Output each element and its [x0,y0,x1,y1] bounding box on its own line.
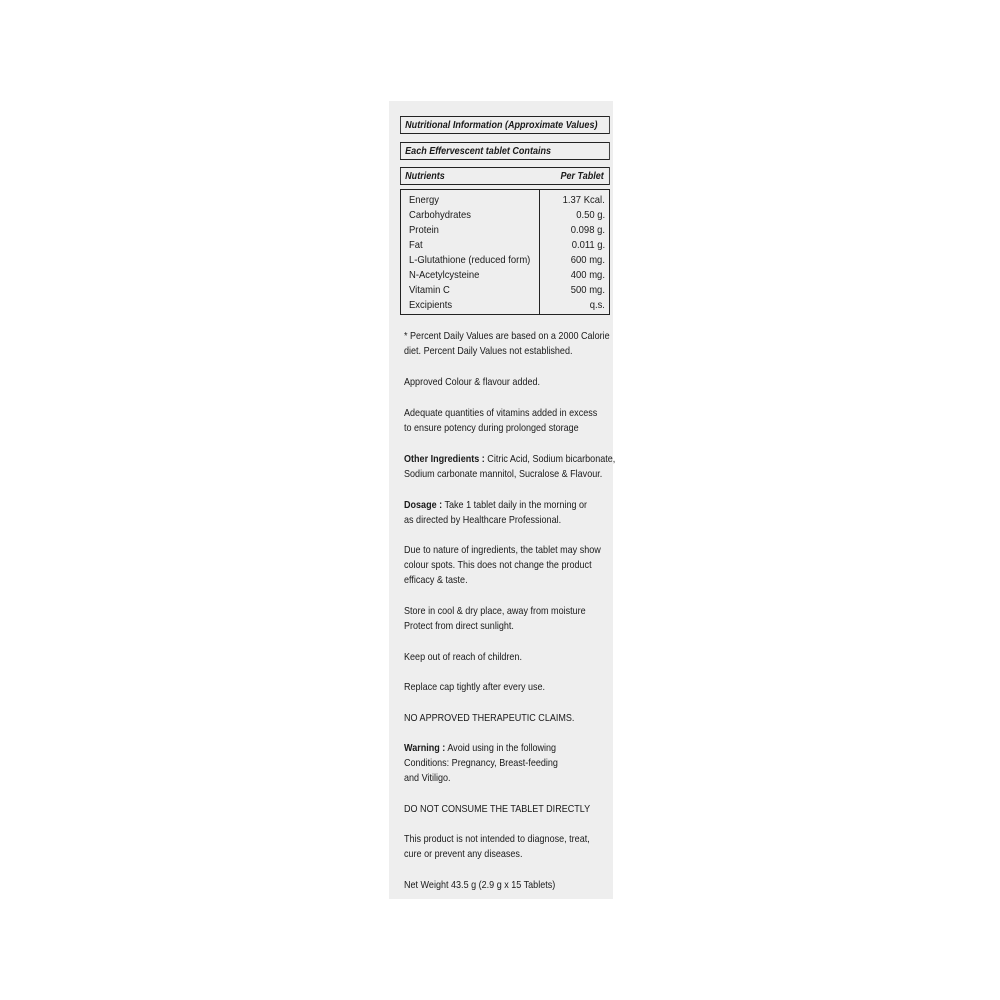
note-line: This product is not intended to diagnose, treat, [404,833,590,845]
net-weight [404,878,607,893]
table-row [401,208,609,223]
note-line: and Vitiligo. [404,772,451,784]
approved-colour-note [404,375,607,390]
nutrient-name: Excipients [409,299,453,311]
note-line: Keep out of reach of children. [404,651,522,663]
tablet-contains-title: Each Effervescent tablet Contains [405,145,552,157]
note-line: DO NOT CONSUME THE TABLET DIRECTLY [404,803,591,815]
table-row [401,298,609,313]
other-ingredients-note [404,452,616,482]
label-panel [389,101,616,899]
nutrient-name: Energy [409,194,439,206]
nutrient-name: Fat [409,239,423,251]
note-line: Approved Colour & flavour added. [404,376,541,388]
nutrient-value: 0.098 g. [570,224,605,236]
note-line: cure or prevent any diseases. [404,848,523,860]
dosage-note [404,498,607,528]
note-line: diet. Percent Daily Values not established. [404,345,573,357]
note-line: Net Weight 43.5 g (2.9 g x 15 Tablets) [404,879,556,891]
therapeutic-claims-note [404,711,607,726]
note-text: Citric Acid, Sodium bicarbonate, [484,453,616,465]
note-line: to ensure potency during prolonged storage [404,422,579,434]
replace-cap-note [404,680,607,695]
note-text: Avoid using in the following [445,742,557,754]
adequate-quantities-note [404,406,607,436]
nutrient-name: Carbohydrates [409,209,471,221]
table-row [401,223,609,238]
storage-note [404,604,607,634]
children-note [404,650,607,665]
table-row [401,268,609,283]
nutrient-value: 1.37 Kcal. [562,194,605,206]
note-line: NO APPROVED THERAPEUTIC CLAIMS. [404,712,575,724]
note-line [404,452,616,467]
column-per-tablet: Per Tablet [560,170,604,182]
table-row [401,283,609,298]
nutrient-table-header [400,167,610,185]
nutrition-info-heading [400,116,610,134]
table-row [401,253,609,268]
note-line: Protect from direct sunlight. [404,620,514,632]
table-row [401,238,609,253]
nutrient-value: 0.50 g. [576,209,605,221]
note-line: efficacy & taste. [404,574,468,586]
note-line [404,498,607,513]
note-line: Store in cool & dry place, away from moisture [404,605,586,617]
other-ingredients-label: Other Ingredients : [404,453,485,465]
note-line [404,741,607,756]
column-nutrients: Nutrients [405,170,445,182]
warning-note [404,741,607,786]
dosage-label: Dosage : [404,499,443,511]
nutrient-name: N-Acetylcysteine [409,269,480,281]
note-line: as directed by Healthcare Professional. [404,514,562,526]
nutrient-value: 400 mg. [570,269,605,281]
daily-values-note [404,329,610,359]
note-line: Adequate quantities of vitamins added in excess [404,407,598,419]
do-not-consume-note [404,802,607,817]
disclaimer-note [404,832,607,862]
nutrient-table [400,189,610,315]
note-line: Replace cap tightly after every use. [404,681,546,693]
ingredients-nature-note [404,543,607,588]
nutrient-name: Protein [409,224,439,236]
note-line: * Percent Daily Values are based on a 2000 Calorie [404,330,610,342]
note-line: Conditions: Pregnancy, Breast-feeding [404,757,558,769]
nutrient-value: 600 mg. [570,254,605,266]
warning-label: Warning : [404,742,446,754]
tablet-contains-heading [400,142,610,160]
note-line: colour spots. This does not change the product [404,559,592,571]
note-text: Take 1 tablet daily in the morning or [442,499,588,511]
nutrient-value: q.s. [589,299,605,311]
nutrition-info-title: Nutritional Information (Approximate Values) [405,119,598,131]
note-line: Sodium carbonate mannitol, Sucralose & Flavour. [404,468,603,480]
nutrient-name: Vitamin C [409,284,450,296]
nutrient-value: 500 mg. [570,284,605,296]
nutrient-name: L-Glutathione (reduced form) [409,254,531,266]
table-row [401,193,609,208]
nutrient-value: 0.011 g. [571,239,605,251]
note-line: Due to nature of ingredients, the tablet may show [404,544,601,556]
